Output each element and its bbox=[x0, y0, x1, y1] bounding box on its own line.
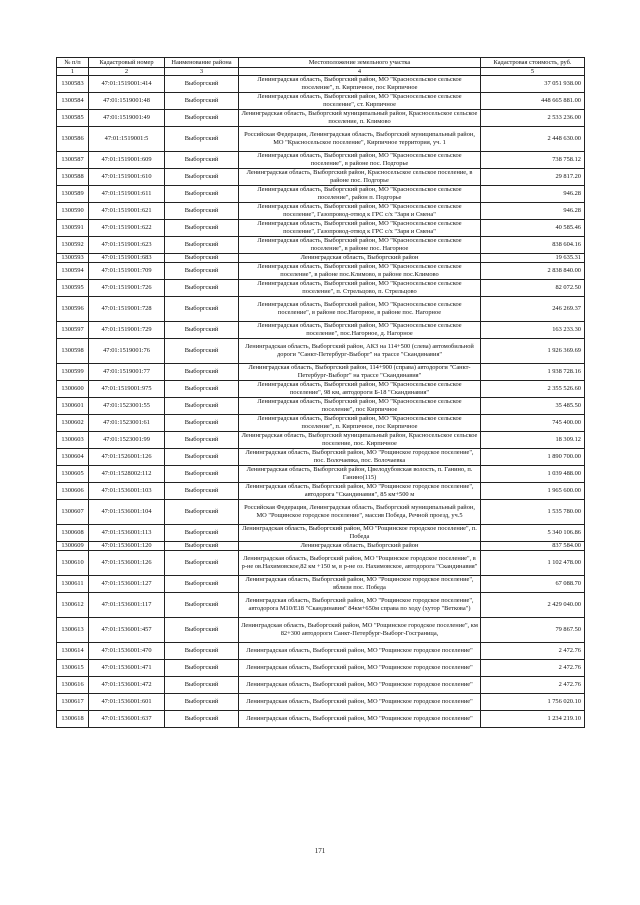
district-cell: Выборгский bbox=[165, 339, 239, 364]
cadastral-value-cell: 1 102 478.00 bbox=[481, 551, 585, 576]
cadastral-value-cell: 837 584.00 bbox=[481, 542, 585, 551]
column-number: 4 bbox=[239, 68, 481, 76]
row-number-cell: 1300602 bbox=[57, 415, 89, 432]
table-row bbox=[57, 466, 585, 483]
table-row bbox=[57, 415, 585, 432]
district-cell: Выборгский bbox=[165, 500, 239, 525]
cadastral-value-cell: 35 485.50 bbox=[481, 398, 585, 415]
district-cell: Выборгский bbox=[165, 186, 239, 203]
location-cell: Ленинградская область, Выборгский район, МО "Красносельское сельское поселение", п. Стрельцово, п. Стрельцово bbox=[239, 280, 481, 297]
cadastral-number-cell: 47:01:1536001:117 bbox=[89, 593, 165, 618]
row-number-cell: 1300596 bbox=[57, 297, 89, 322]
cadastral-value-cell: 163 233.30 bbox=[481, 322, 585, 339]
cadastral-number-cell: 47:01:1523001:99 bbox=[89, 432, 165, 449]
district-cell: Выборгский bbox=[165, 711, 239, 728]
table-row bbox=[57, 449, 585, 466]
district-cell: Выборгский bbox=[165, 466, 239, 483]
district-cell: Выборгский bbox=[165, 127, 239, 152]
row-number-cell: 1300599 bbox=[57, 364, 89, 381]
table-row bbox=[57, 280, 585, 297]
row-number-cell: 1300607 bbox=[57, 500, 89, 525]
district-cell: Выборгский bbox=[165, 415, 239, 432]
district-cell: Выборгский bbox=[165, 364, 239, 381]
row-number-cell: 1300605 bbox=[57, 466, 89, 483]
cadastral-value-table bbox=[56, 57, 585, 728]
column-number: 5 bbox=[481, 68, 585, 76]
cadastral-value-cell: 246 269.37 bbox=[481, 297, 585, 322]
location-cell: Ленинградская область, Выборгский район, МО "Красносельское сельское поселение", ст. Кирпичное bbox=[239, 93, 481, 110]
table-row bbox=[57, 127, 585, 152]
column-number: 2 bbox=[89, 68, 165, 76]
cadastral-value-cell: 2 472.76 bbox=[481, 660, 585, 677]
row-number-cell: 1300603 bbox=[57, 432, 89, 449]
table-row bbox=[57, 483, 585, 500]
table-row bbox=[57, 643, 585, 660]
district-cell: Выборгский bbox=[165, 449, 239, 466]
table-row bbox=[57, 551, 585, 576]
cadastral-number-cell: 47:01:1536001:120 bbox=[89, 542, 165, 551]
cadastral-value-cell: 82 072.50 bbox=[481, 280, 585, 297]
cadastral-value-cell: 1 926 369.69 bbox=[481, 339, 585, 364]
table-row bbox=[57, 542, 585, 551]
cadastral-number-cell: 47:01:1536001:472 bbox=[89, 677, 165, 694]
table-row bbox=[57, 576, 585, 593]
table-row bbox=[57, 93, 585, 110]
table-row bbox=[57, 169, 585, 186]
header-district-name: Наименование района bbox=[165, 58, 239, 68]
district-cell: Выборгский bbox=[165, 593, 239, 618]
district-cell: Выборгский bbox=[165, 254, 239, 263]
cadastral-value-cell: 448 665 881.00 bbox=[481, 93, 585, 110]
table-row bbox=[57, 618, 585, 643]
page-number: 171 bbox=[314, 847, 326, 855]
cadastral-value-cell: 19 635.31 bbox=[481, 254, 585, 263]
cadastral-value-cell: 5 340 106.86 bbox=[481, 525, 585, 542]
row-number-cell: 1300594 bbox=[57, 263, 89, 280]
cadastral-number-cell: 47:01:1519001:729 bbox=[89, 322, 165, 339]
location-cell: Ленинградская область, Выборгский район, МО "Красносельское сельское поселение", район п. Подгорье bbox=[239, 186, 481, 203]
district-cell: Выборгский bbox=[165, 398, 239, 415]
row-number-cell: 1300610 bbox=[57, 551, 89, 576]
cadastral-number-cell: 47:01:1536001:113 bbox=[89, 525, 165, 542]
cadastral-number-cell: 47:01:1536001:601 bbox=[89, 694, 165, 711]
table-row bbox=[57, 593, 585, 618]
cadastral-value-cell: 745 400.00 bbox=[481, 415, 585, 432]
cadastral-number-cell: 47:01:1519001:621 bbox=[89, 203, 165, 220]
cadastral-number-cell: 47:01:1536001:104 bbox=[89, 500, 165, 525]
location-cell: Ленинградская область, Выборгский район, МО "Рощинское городское поселение" bbox=[239, 711, 481, 728]
table-row bbox=[57, 432, 585, 449]
cadastral-value-cell: 2 533 236.00 bbox=[481, 110, 585, 127]
table-row bbox=[57, 203, 585, 220]
row-number-cell: 1300615 bbox=[57, 660, 89, 677]
table-row bbox=[57, 711, 585, 728]
cadastral-number-cell: 47:01:1519001:49 bbox=[89, 110, 165, 127]
row-number-cell: 1300601 bbox=[57, 398, 89, 415]
row-number-cell: 1300591 bbox=[57, 220, 89, 237]
cadastral-value-cell: 946.28 bbox=[481, 186, 585, 203]
table-row bbox=[57, 237, 585, 254]
cadastral-value-cell: 946.28 bbox=[481, 203, 585, 220]
cadastral-number-cell: 47:01:1519001:611 bbox=[89, 186, 165, 203]
cadastral-number-cell: 47:01:1536001:127 bbox=[89, 576, 165, 593]
location-cell: Ленинградская область, Выборгский район, МО "Рощинское городское поселение", п. Победа bbox=[239, 525, 481, 542]
cadastral-value-cell: 79 867.50 bbox=[481, 618, 585, 643]
table-row bbox=[57, 263, 585, 280]
cadastral-number-cell: 47:01:1536001:126 bbox=[89, 551, 165, 576]
row-number-cell: 1300609 bbox=[57, 542, 89, 551]
row-number-cell: 1300611 bbox=[57, 576, 89, 593]
cadastral-value-cell: 2 472.76 bbox=[481, 677, 585, 694]
row-number-cell: 1300604 bbox=[57, 449, 89, 466]
table-row bbox=[57, 694, 585, 711]
location-cell: Ленинградская область, Выборгский район, МО "Красносельское сельское поселение", в районе пос.Климово, в районе пос.Климово bbox=[239, 263, 481, 280]
district-cell: Выборгский bbox=[165, 280, 239, 297]
table-row bbox=[57, 220, 585, 237]
row-number-cell: 1300613 bbox=[57, 618, 89, 643]
location-cell: Ленинградская область, Выборгский муниципальный район, Красносельское сельское поселение, пос. Кирпичное bbox=[239, 432, 481, 449]
cadastral-number-cell: 47:01:1536001:457 bbox=[89, 618, 165, 643]
header-row-number: № п/п bbox=[57, 58, 89, 68]
cadastral-number-cell: 47:01:1519001:683 bbox=[89, 254, 165, 263]
cadastral-number-cell: 47:01:1519001:728 bbox=[89, 297, 165, 322]
cadastral-value-cell: 1 535 780.00 bbox=[481, 500, 585, 525]
district-cell: Выборгский bbox=[165, 576, 239, 593]
table-row bbox=[57, 677, 585, 694]
cadastral-number-cell: 47:01:1536001:470 bbox=[89, 643, 165, 660]
table-body bbox=[57, 76, 585, 728]
row-number-cell: 1300618 bbox=[57, 711, 89, 728]
row-number-cell: 1300597 bbox=[57, 322, 89, 339]
location-cell: Ленинградская область, Выборгский муниципальный район, Красносельское сельское поселение, п. Климово bbox=[239, 110, 481, 127]
location-cell: Ленинградская область, Выборгский район, МО "Красносельское сельское поселение", Газопровод-отвод к ГРС с/х "Заря и Смена" bbox=[239, 203, 481, 220]
cadastral-value-cell: 40 585.46 bbox=[481, 220, 585, 237]
cadastral-number-cell: 47:01:1528002:112 bbox=[89, 466, 165, 483]
location-cell: Ленинградская область, Выборгский район, Красносельское сельское поселение, в районе пос. Подгорье bbox=[239, 169, 481, 186]
district-cell: Выборгский bbox=[165, 694, 239, 711]
district-cell: Выборгский bbox=[165, 525, 239, 542]
cadastral-value-cell: 1 965 600.00 bbox=[481, 483, 585, 500]
land-cadastre-sheet bbox=[56, 57, 584, 728]
location-cell: Ленинградская область, Выборгский район, МО "Рощинское городское поселение" bbox=[239, 660, 481, 677]
row-number-cell: 1300608 bbox=[57, 525, 89, 542]
cadastral-number-cell: 47:01:1523001:61 bbox=[89, 415, 165, 432]
row-number-cell: 1300588 bbox=[57, 169, 89, 186]
row-number-cell: 1300583 bbox=[57, 76, 89, 93]
location-cell: Ленинградская область, Выборгский район, 114+900 (справа) автодороги "Санкт-Петербург-Выборг" на трассе "Скандинавия" bbox=[239, 364, 481, 381]
table-row bbox=[57, 525, 585, 542]
district-cell: Выборгский bbox=[165, 643, 239, 660]
cadastral-number-cell: 47:01:1536001:471 bbox=[89, 660, 165, 677]
cadastral-number-cell: 47:01:1519001:726 bbox=[89, 280, 165, 297]
cadastral-value-cell: 2 429 040.00 bbox=[481, 593, 585, 618]
district-cell: Выборгский bbox=[165, 677, 239, 694]
location-cell: Ленинградская область, Выборгский район, МО "Красносельское сельское поселение", Газопровод-отвод к ГРС с/х "Заря и Смена" bbox=[239, 220, 481, 237]
cadastral-number-cell: 47:01:1519001:975 bbox=[89, 381, 165, 398]
district-cell: Выборгский bbox=[165, 93, 239, 110]
location-cell: Ленинградская область, Выборгский район, МО "Красносельское сельское поселение", пос Кирпичное bbox=[239, 398, 481, 415]
table-row bbox=[57, 152, 585, 169]
cadastral-number-cell: 47:01:1519001:5 bbox=[89, 127, 165, 152]
location-cell: Ленинградская область, Выборгский район, АКЗ на 114+500 (слева) автомобильной дороги "Санкт-Петербург-Выборг" на трассе "Скандинавия" bbox=[239, 339, 481, 364]
district-cell: Выборгский bbox=[165, 263, 239, 280]
column-number: 1 bbox=[57, 68, 89, 76]
table-row bbox=[57, 186, 585, 203]
location-cell: Ленинградская область, Выборгский район bbox=[239, 254, 481, 263]
location-cell: Ленинградская область, Выборгский район, МО "Красносельское сельское поселение", 98 км, автодороги Б-18 "Скандинавия" bbox=[239, 381, 481, 398]
cadastral-number-cell: 47:01:1519001:77 bbox=[89, 364, 165, 381]
location-cell: Ленинградская область, Выборгский район, МО "Рощинское городское поселение" bbox=[239, 694, 481, 711]
cadastral-value-cell: 1 039 488.00 bbox=[481, 466, 585, 483]
header-cadastral-number: Кадастровый номер bbox=[89, 58, 165, 68]
row-number-cell: 1300585 bbox=[57, 110, 89, 127]
location-cell: Ленинградская область, Выборгский район, МО "Рощинское городское поселение", вблизи пос. Победа bbox=[239, 576, 481, 593]
table-row bbox=[57, 660, 585, 677]
cadastral-value-cell: 29 817.20 bbox=[481, 169, 585, 186]
row-number-cell: 1300593 bbox=[57, 254, 89, 263]
table-row bbox=[57, 254, 585, 263]
location-cell: Ленинградская область, Выборгский район, МО "Рощинское городское поселение", автодорога "Скандинавия", 85 км+500 м bbox=[239, 483, 481, 500]
district-cell: Выборгский bbox=[165, 203, 239, 220]
location-cell: Ленинградская область, Выборгский район, МО "Красносельское сельское поселение", п. Кирпичное, пос Кирпичное bbox=[239, 76, 481, 93]
row-number-cell: 1300606 bbox=[57, 483, 89, 500]
location-cell: Ленинградская область, Выборгский район, МО "Рощинское городское поселение" bbox=[239, 643, 481, 660]
district-cell: Выборгский bbox=[165, 432, 239, 449]
cadastral-number-cell: 47:01:1519001:48 bbox=[89, 93, 165, 110]
cadastral-number-cell: 47:01:1536001:103 bbox=[89, 483, 165, 500]
cadastral-value-cell: 2 448 630.00 bbox=[481, 127, 585, 152]
row-number-cell: 1300614 bbox=[57, 643, 89, 660]
location-cell: Ленинградская область, Выборгский район bbox=[239, 542, 481, 551]
district-cell: Выборгский bbox=[165, 381, 239, 398]
table-row bbox=[57, 500, 585, 525]
row-number-cell: 1300600 bbox=[57, 381, 89, 398]
row-number-cell: 1300589 bbox=[57, 186, 89, 203]
location-cell: Ленинградская область, Выборгский район, МО "Рощинское городское поселение", пос. Волочаевка, пос. Волочаевка bbox=[239, 449, 481, 466]
column-number: 3 bbox=[165, 68, 239, 76]
district-cell: Выборгский bbox=[165, 542, 239, 551]
district-cell: Выборгский bbox=[165, 152, 239, 169]
district-cell: Выборгский bbox=[165, 110, 239, 127]
location-cell: Российская Федерация, Ленинградская область, Выборгский муниципальный район, МО "Красносельское поселение", Кирпичное территория, уч. 1 bbox=[239, 127, 481, 152]
table-row bbox=[57, 339, 585, 364]
row-number-cell: 1300584 bbox=[57, 93, 89, 110]
row-number-cell: 1300617 bbox=[57, 694, 89, 711]
cadastral-number-cell: 47:01:1519001:622 bbox=[89, 220, 165, 237]
cadastral-value-cell: 2 838 840.00 bbox=[481, 263, 585, 280]
district-cell: Выборгский bbox=[165, 297, 239, 322]
cadastral-number-cell: 47:01:1536001:637 bbox=[89, 711, 165, 728]
cadastral-number-cell: 47:01:1519001:76 bbox=[89, 339, 165, 364]
cadastral-number-cell: 47:01:1519001:610 bbox=[89, 169, 165, 186]
location-cell: Ленинградская область, Выборгский район, МО "Красносельское сельское поселение", в районе пос.Нагорное, в районе пос. Нагорное bbox=[239, 297, 481, 322]
location-cell: Российская Федерация, Ленинградская область, Выборгский муниципальный район, МО "Рощинское городское поселение", массив Победа, Речной проезд, уч.5 bbox=[239, 500, 481, 525]
cadastral-number-cell: 47:01:1523001:55 bbox=[89, 398, 165, 415]
row-number-cell: 1300587 bbox=[57, 152, 89, 169]
cadastral-number-cell: 47:01:1519001:623 bbox=[89, 237, 165, 254]
column-number-row bbox=[57, 68, 585, 76]
table-row bbox=[57, 322, 585, 339]
cadastral-value-cell: 18 309.12 bbox=[481, 432, 585, 449]
row-number-cell: 1300586 bbox=[57, 127, 89, 152]
district-cell: Выборгский bbox=[165, 220, 239, 237]
row-number-cell: 1300616 bbox=[57, 677, 89, 694]
location-cell: Ленинградская область, Выборгский район, МО "Красносельское сельское поселение", в районе пос. Подгорье bbox=[239, 152, 481, 169]
row-number-cell: 1300592 bbox=[57, 237, 89, 254]
table-row bbox=[57, 110, 585, 127]
location-cell: Ленинградская область, Выборгский район, МО "Рощинское городское поселение", в р-не ов.Нахимовское,82 км +150 м, в р-не оз. Нахимовское, автодорога "Скандинавия" bbox=[239, 551, 481, 576]
cadastral-value-cell: 2 355 526.60 bbox=[481, 381, 585, 398]
cadastral-value-cell: 1 890 700.00 bbox=[481, 449, 585, 466]
cadastral-value-cell: 1 756 020.10 bbox=[481, 694, 585, 711]
district-cell: Выборгский bbox=[165, 237, 239, 254]
district-cell: Выборгский bbox=[165, 551, 239, 576]
district-cell: Выборгский bbox=[165, 618, 239, 643]
header-land-location: Местоположение земельного участка bbox=[239, 58, 481, 68]
cadastral-number-cell: 47:01:1519001:609 bbox=[89, 152, 165, 169]
cadastral-value-cell: 1 938 728.16 bbox=[481, 364, 585, 381]
cadastral-value-cell: 37 051 938.00 bbox=[481, 76, 585, 93]
table-row bbox=[57, 398, 585, 415]
row-number-cell: 1300612 bbox=[57, 593, 89, 618]
table-row bbox=[57, 76, 585, 93]
header-cadastral-value: Кадастровая стоимость, руб. bbox=[481, 58, 585, 68]
district-cell: Выборгский bbox=[165, 322, 239, 339]
location-cell: Ленинградская область, Выборгский район, МО "Красносельское сельское поселение", в районе пос. Нагорное bbox=[239, 237, 481, 254]
table-row bbox=[57, 381, 585, 398]
row-number-cell: 1300595 bbox=[57, 280, 89, 297]
cadastral-number-cell: 47:01:1519001:709 bbox=[89, 263, 165, 280]
table-header-row bbox=[57, 58, 585, 68]
location-cell: Ленинградская область, Выборгский район, МО "Красносельское сельское поселение", пос.Нагорное, д. Нагорное bbox=[239, 322, 481, 339]
cadastral-value-cell: 1 234 219.10 bbox=[481, 711, 585, 728]
cadastral-value-cell: 67 088.70 bbox=[481, 576, 585, 593]
location-cell: Ленинградская область, Выборгский район, МО "Красносельское сельское поселение", п. Кирпичное, пос Кирпичное bbox=[239, 415, 481, 432]
row-number-cell: 1300598 bbox=[57, 339, 89, 364]
district-cell: Выборгский bbox=[165, 483, 239, 500]
table-row bbox=[57, 297, 585, 322]
table-row bbox=[57, 364, 585, 381]
cadastral-number-cell: 47:01:1526001:126 bbox=[89, 449, 165, 466]
cadastral-value-cell: 2 472.76 bbox=[481, 643, 585, 660]
row-number-cell: 1300590 bbox=[57, 203, 89, 220]
location-cell: Ленинградская область, Выборгский район, Цвелодубовская волость, п. Ганино, п. Ганино(115) bbox=[239, 466, 481, 483]
location-cell: Ленинградская область, Выборгский район, МО "Рощинское городское поселение", км 82+300 автодороги Санкт-Петербург-Выборг-Госграница, bbox=[239, 618, 481, 643]
cadastral-value-cell: 838 604.16 bbox=[481, 237, 585, 254]
district-cell: Выборгский bbox=[165, 660, 239, 677]
district-cell: Выборгский bbox=[165, 169, 239, 186]
cadastral-value-cell: 738 758.12 bbox=[481, 152, 585, 169]
location-cell: Ленинградская область, Выборгский район, МО "Рощинское городское поселение", автодорога М10/Е18 "Скандинавия" 84км+650м справа по ходу (хутор "Веткова") bbox=[239, 593, 481, 618]
district-cell: Выборгский bbox=[165, 76, 239, 93]
location-cell: Ленинградская область, Выборгский район, МО "Рощинское городское поселение" bbox=[239, 677, 481, 694]
cadastral-number-cell: 47:01:1519001:414 bbox=[89, 76, 165, 93]
